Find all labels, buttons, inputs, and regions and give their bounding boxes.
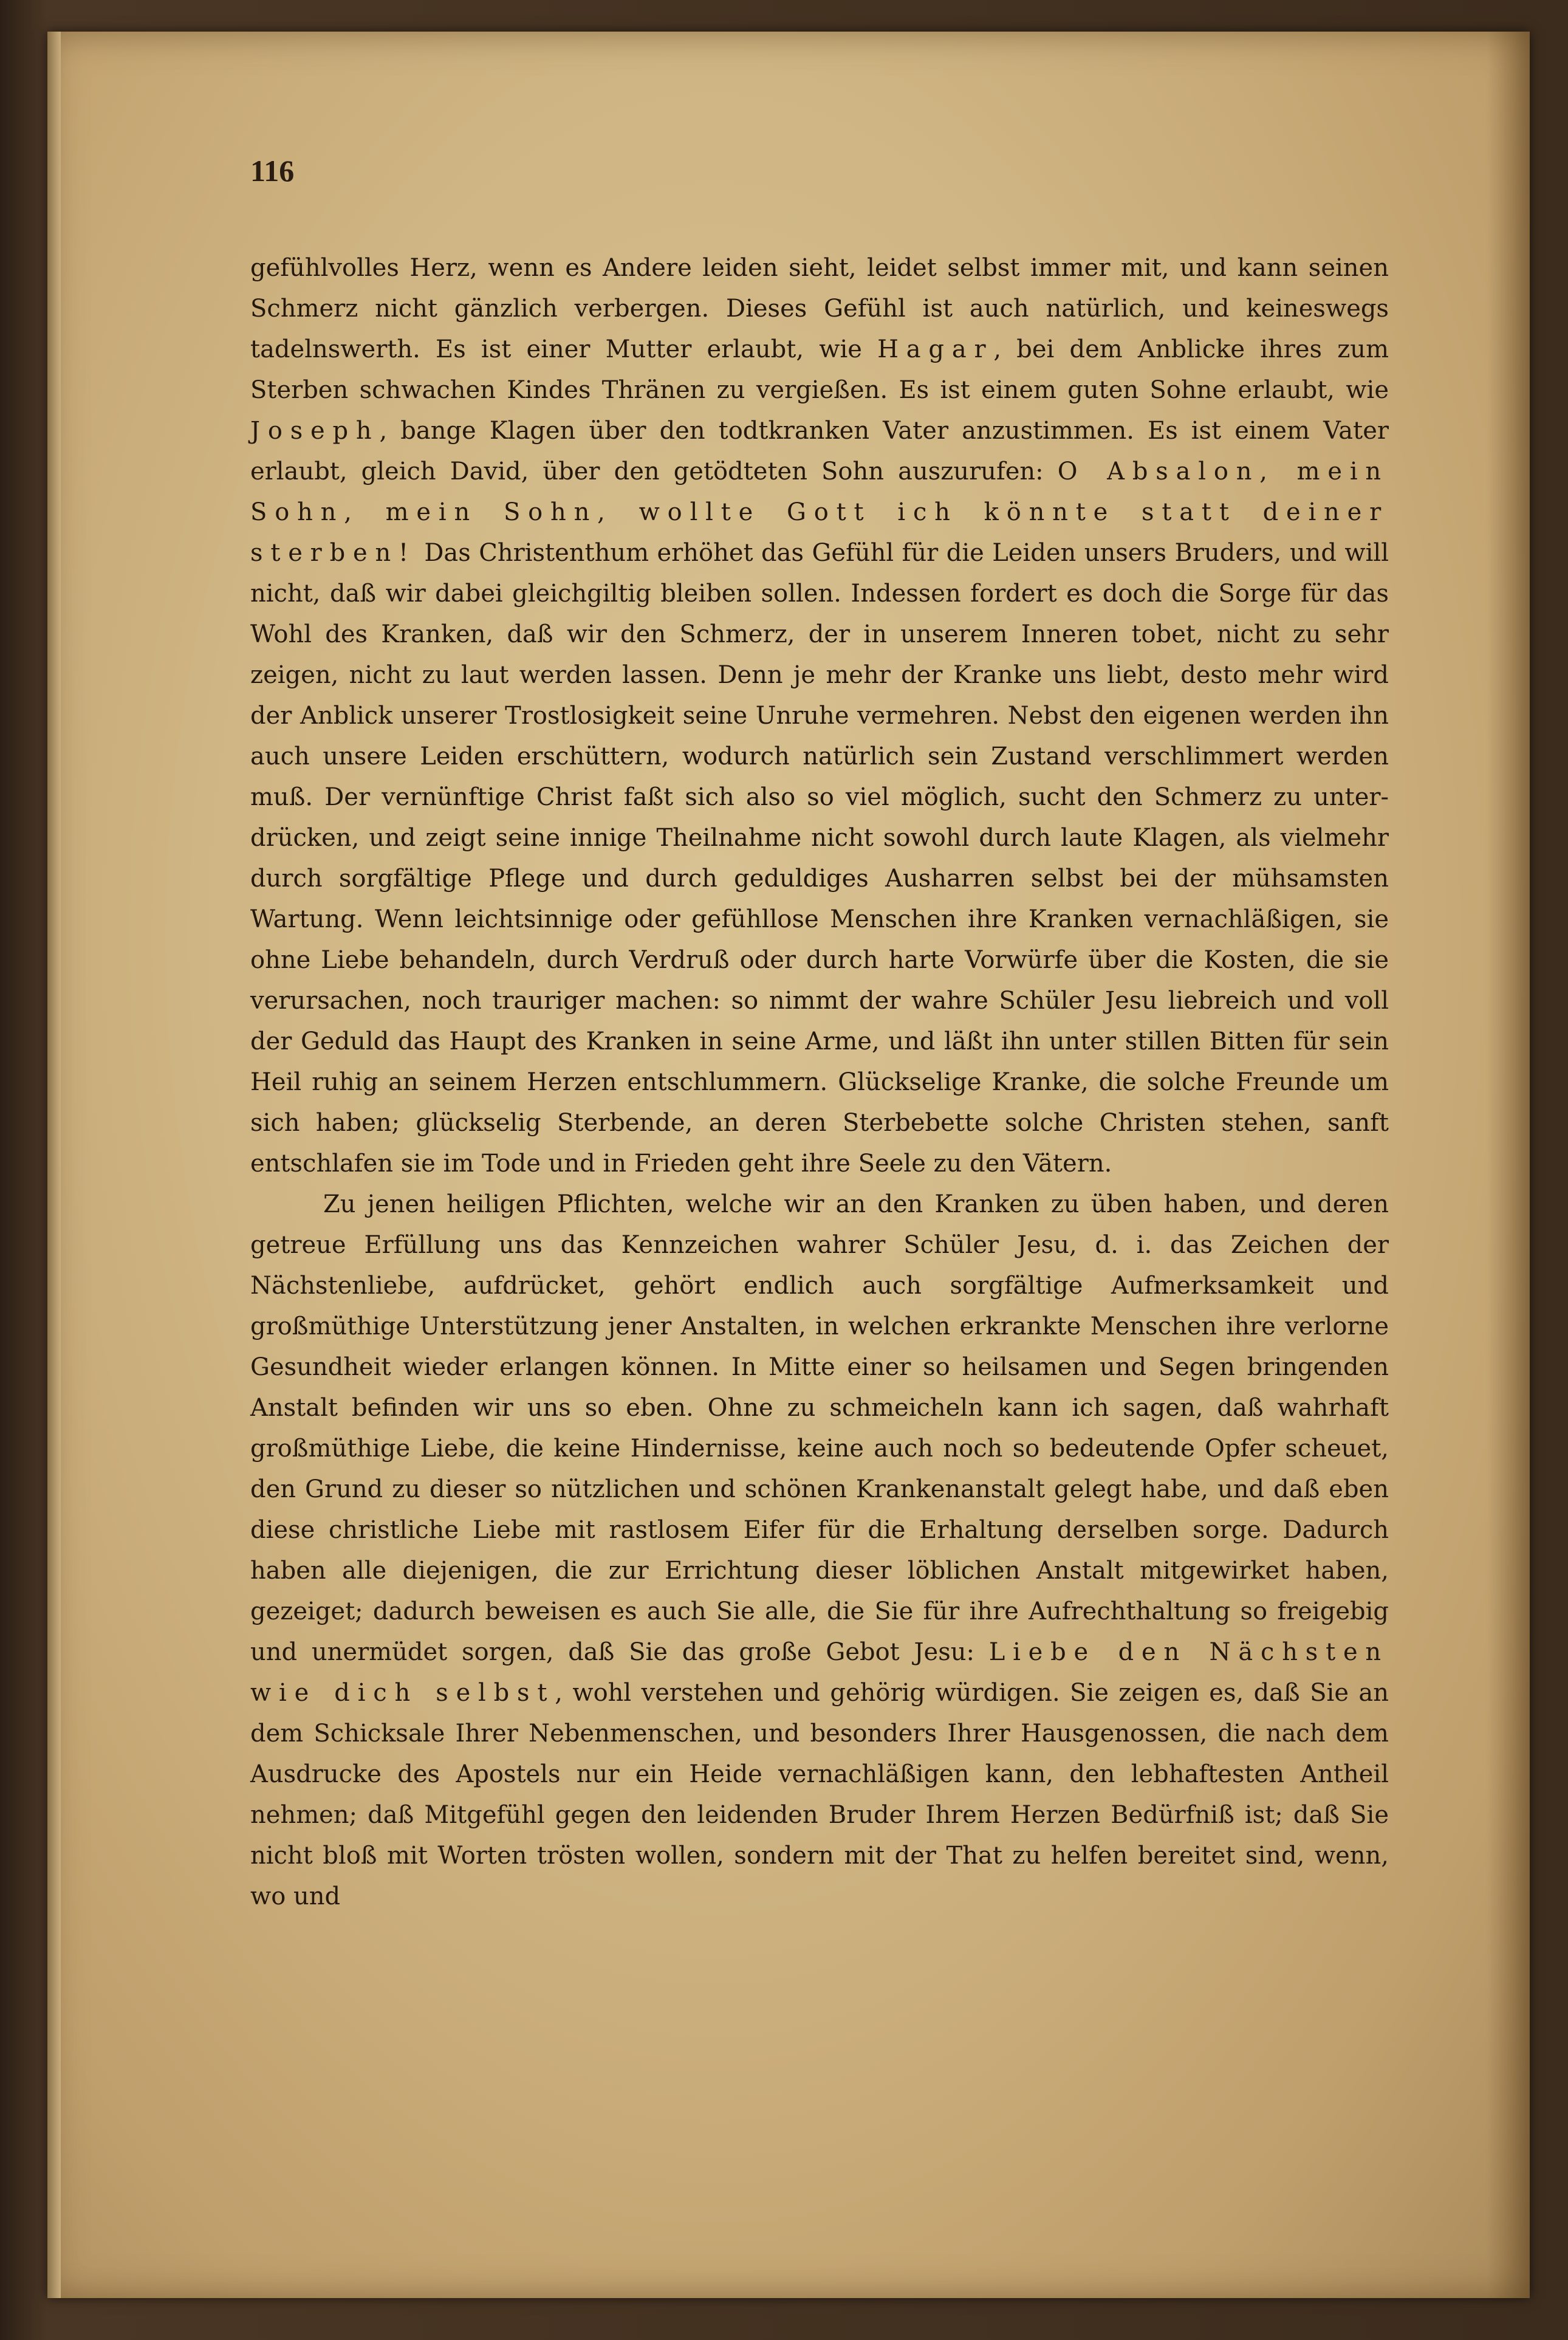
paragraph-2-part-b: , wohl verstehen und gehörig würdigen. Sie zeigen es, daß Sie an dem Schicksale Ihrer Nebenmenschen, und besonders Ihrer Hausgenossen, die nach dem Ausdrucke des Apostels nur ein Heide vernachläßigen kann, den lebhaftesten Antheil nehmen; daß Mitgefühl gegen den leidenden Bruder Ihrem Herzen Bedürfniß ist; daß Sie nicht bloß mit Worten trösten wollen, sondern mit der That zu helfen bereitet sind, wenn, wo und [250,1679,1389,1910]
paragraph-1-part-d: Das Christenthum erhöhet das Gefühl für die Leiden unsers Bruders, und will nicht, daß wir dabei gleichgiltig bleiben sollen. Indessen fordert es doch die Sorge für das Wohl des Kranken, daß wir den Schmerz, der in unserem Inneren tobet, nicht zu sehr zeigen, nicht zu laut werden lassen. Denn je mehr der Kranke uns liebt, desto mehr wird der Anblick unserer Trostlosigkeit seine Unruhe vermehren. Nebst den eigenen werden ihn auch unsere Leiden erschüttern, wodurch natürlich sein Zustand verschlimmert werden muß. Der vernünftige Christ faßt sich also so viel möglich, sucht den Schmerz zu unterdrücken, und zeigt seine innige Theilnahme nicht sowohl durch laute Klagen, als vielmehr durch sorgfältige Pflege und durch geduldiges Ausharren selbst bei der mühsamsten Wartung. Wenn leichtsinnige oder gefühllose Menschen ihre Kranken vernachläßigen, sie ohne Liebe behandeln, durch Verdruß oder durch harte Vorwürfe über die Kosten, die sie verursachen, noch trauriger machen: so nimmt der wahre Schüler Jesu liebreich und voll der Geduld das Haupt des Kranken in seine Arme, und läßt ihn unter stillen Bitten für sein Heil ruhig an seinem Herzen entschlummern. Glückselige Kranke, die solche Freunde um sich haben; glückselig Sterbende, an deren Sterbebette solche Christen stehen, sanft entschlafen sie im Tode und in Frieden geht ihre Seele zu den Vätern. [250,539,1389,1178]
paragraph-1-part-a: gefühlvolles Herz, wenn es Andere leiden sieht, leidet selbst immer mit, und kann seinen Schmerz nicht gänzlich verbergen. Dieses Gefühl ist auch natürlich, und keineswegs tadelnswerth. Es ist einer Mutter erlaubt, wie [250,254,1389,363]
paragraph-1-part-b: , bei dem Anblicke ihres zum Sterben schwachen Kindes Thränen zu vergießen. Es ist einem guten Sohne erlaubt, wie [250,335,1389,404]
paragraph-2-part-a: Zu jenen heiligen Pflichten, welche wir an den Kranken zu üben haben, und deren getreue Erfüllung uns das Kennzeichen wahrer Schüler Jesu, d. i. das Zeichen der Nächstenliebe, aufdrücket, gehört endlich auch sorgfältige Aufmerksamkeit und großmüthige Unterstützung jener Anstalten, in welchen erkrankte Menschen ihre verlorne Gesundheit wieder erlangen können. In Mitte einer so heilsamen und Segen bringenden Anstalt befinden wir uns so eben. Ohne zu schmeicheln kann ich sagen, daß wahrhaft großmüthige Liebe, die keine Hindernisse, keine auch noch so bedeutende Opfer scheuet, den Grund zu dieser so nützlichen und schönen Krankenanstalt gelegt habe, und daß eben diese christliche Liebe mit rastlosem Eifer für die Erhaltung derselben sorge. Dadurch haben alle diejenigen, die zur Errichtung dieser löblichen Anstalt mitgewirket haben, gezeiget; dadurch beweisen es auch Sie alle, die Sie für ihre Aufrechthaltung so freigebig und unermüdet sorgen, daß Sie das große Gebot Jesu: [250,1190,1389,1666]
paragraph-2 [250,1184,1389,1917]
name-joseph: Joseph [250,417,380,445]
quote-commandment: Liebe den Nächsten wie dich selbst [250,1638,1389,1707]
quote-absalon: O Absalon, mein Sohn, mein Sohn, wollte Gott ich könnte statt deiner sterben! [250,458,1389,567]
gutter-shadow [1487,32,1530,2298]
name-hagar: Hagar [877,335,994,363]
page-number: 116 [250,154,295,188]
page-body-text [250,248,1389,1917]
paragraph-1 [250,248,1389,1184]
paragraph-1-part-c: , bange Klagen über den todtkranken Vater anzustimmen. Es ist einem Vater erlaubt, gleich David, über den getödteten Sohn auszurufen: [250,417,1389,485]
